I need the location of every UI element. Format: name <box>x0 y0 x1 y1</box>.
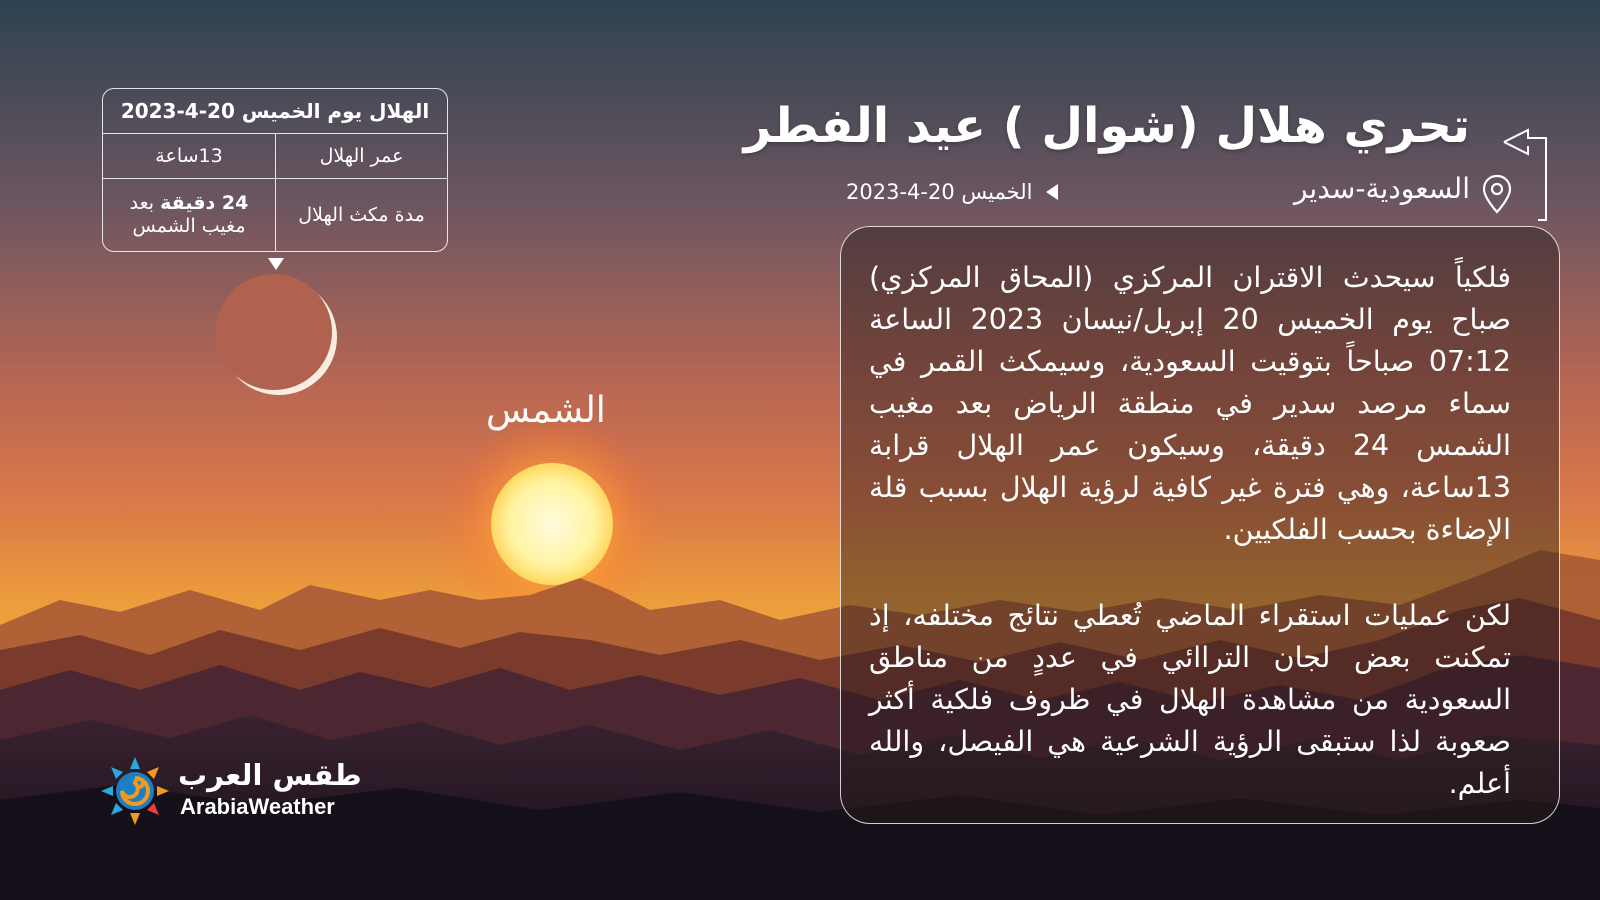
value-bold: 24 دقيقة <box>160 192 249 214</box>
table-row <box>103 179 447 251</box>
value-rest: بعد <box>129 192 155 214</box>
table-cell-label: عمر الهلال <box>275 134 447 178</box>
table-row <box>103 134 447 179</box>
table-cell-value: 13ساعة <box>155 145 223 167</box>
location-pin-icon <box>1482 174 1512 214</box>
sun-label: الشمس <box>486 390 606 431</box>
pointer-down-icon <box>268 258 284 270</box>
date-row <box>846 180 1058 204</box>
table-cell-label: مدة مكث الهلال <box>275 179 447 251</box>
date-label: الخميس 20-4-2023 <box>846 180 1033 204</box>
paragraph-2: لكن عمليات استقراء الماضي تُعطي نتائج مختلفه، إذ تمكنت بعض لجان التراائي في عددٍ من مناطق السعودية من مشاهدة الهلال في ظروف فلكية أكثر صعوبة لذا ستبقى الرؤية الشرعية هي الفيصل، والله أعلم. <box>869 599 1511 800</box>
page-title: تحري هلال (شوال ) عيد الفطر <box>743 98 1470 154</box>
table-cell-value <box>103 179 275 251</box>
info-table-heading: الهلال يوم الخميس 20-4-2023 <box>103 89 447 134</box>
brand-name-english: ArabiaWeather <box>180 794 335 819</box>
crescent-info-table <box>102 88 448 252</box>
brand-name-arabic: طقس العرب <box>178 758 362 792</box>
paragraph-1: فلكياً سيحدث الاقتران المركزي (المحاق المركزي) صباح يوم الخميس 20 إبريل/نيسان 2023 الساعة 07:12 صباحاً بتوقيت السعودية، وسيمكث القمر في سماء مرصد سدير في منطقة الرياض بعد مغيب الشمس 24 دقيقة، وسيكون عمر الهلال قرابة 13ساعة، وهي فترة غير كافية لرؤية الهلال بسبب قلة الإضاءة بحسب الفلكيين. <box>869 261 1511 546</box>
location-label: السعودية-سدير <box>1293 172 1470 205</box>
arabiaweather-logo-icon <box>100 756 170 826</box>
play-left-icon <box>1046 184 1058 200</box>
value-line-2: مغيب الشمس <box>132 215 246 237</box>
value-line-1 <box>130 192 249 215</box>
description-panel <box>840 226 1560 824</box>
sun-icon <box>491 463 613 585</box>
